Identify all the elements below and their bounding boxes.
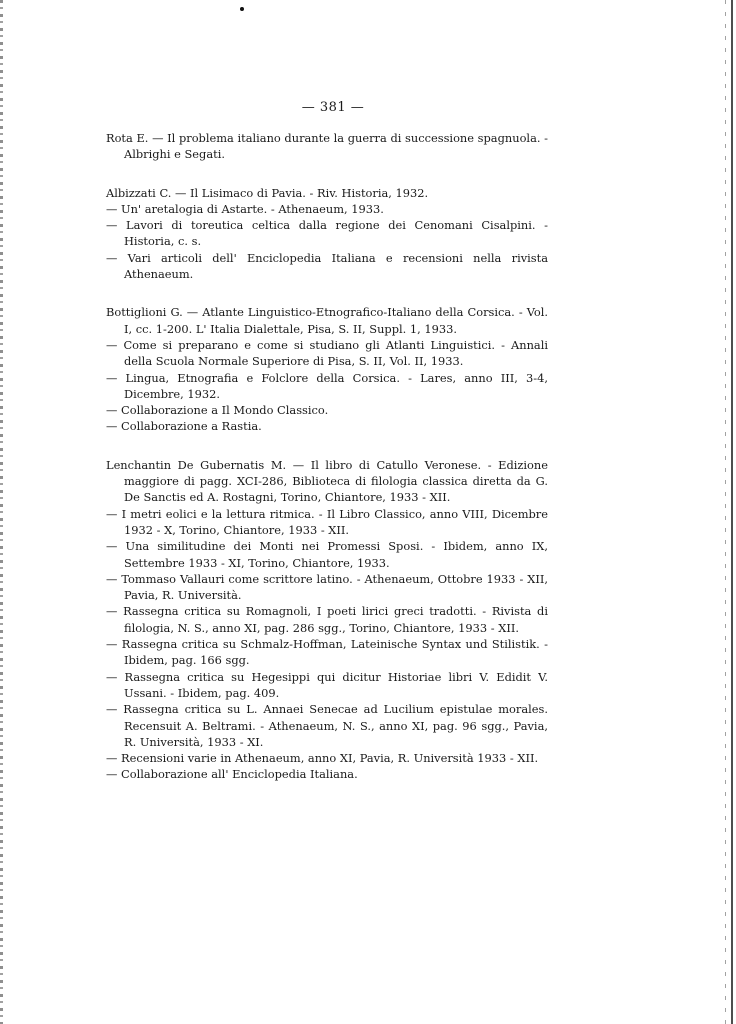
bibliography-entry: — Rassegna critica su Romagnoli, I poeti lirici greci tradotti. - Rivista di filologia, N. S., anno XI, pag. 286 sgg., Torino, Chiantore, 1933 - XII. [106,604,548,635]
bibliography-entry: — Lavori di toreutica celtica dalla regione dei Cenomani Cisalpini. - Historia, c. s. [106,218,548,249]
bibliography-entry: — Un' aretalogia di Astarte. - Athenaeum, 1933. [106,201,384,216]
bibliography-entry: Albizzati C. — Il Lisimaco di Pavia. - Riv. Historia, 1932. [106,185,429,200]
bibliography-entry: — I metri eolici e la lettura ritmica. - Il Libro Classico, anno VIII, Dicembre 1932 - X, Torino, Chiantore, 1933 - XII. [106,506,548,537]
bibliography-entry: — Rassegna critica su L. Annaei Senecae ad Lucilium epistulae morales. Recensuit A. Beltrami. - Athenaeum, N. S., anno XI, pag. 96 sgg., Pavia, R. Università, 1933 - XI. [106,702,548,749]
bibliography-entry: — Collaborazione all' Enciclopedia Italiana. [106,767,358,782]
bibliography-entry: — Vari articoli dell' Enciclopedia Italiana e recensioni nella rivista Athenaeum. [106,250,548,282]
bibliography-entry: Bottiglioni G. — Atlante Linguistico-Etnografico-Italiano della Corsica. - Vol. I, cc. 1-200. L' Italia Dialettale, Pisa, S. II, Suppl. 1, 1933. [106,305,548,336]
bibliography-block-bottiglioni [106,304,548,434]
bibliography-entry: — Una similitudine dei Monti nei Promessi Sposi. - Ibidem, anno IX, Settembre 1933 - XI, Torino, Chiantore, 1933. [106,539,548,570]
bibliography-entry: — Come si preparano e come si studiano gli Atlanti Linguistici. - Annali della Scuola Normale Superiore di Pisa, S. II, Vol. II, 1933. [106,337,548,369]
bibliography-entry: Lenchantin De Gubernatis M. — Il libro di Catullo Veronese. - Edizione maggiore di pagg. XCI-286, Biblioteca di filologia classica diretta da G. De Sanctis ed A. Rostagni, Torino, Chiantore, 1933 - XII. [106,457,548,505]
bibliography-block-lenchantin [106,457,548,783]
bibliography-entry: — Lingua, Etnografia e Folclore della Corsica. - Lares, anno III, 3-4, Dicembre, 1932. [106,370,548,401]
bibliography-block-rota [106,130,548,163]
scan-edge-right-inner [725,0,726,1024]
scan-edge-left [0,0,3,1024]
bibliography-block-albizzati [106,185,548,283]
bibliography-list [106,130,548,783]
scan-edge-right [731,0,733,1024]
page-number: — 381 — [301,100,365,115]
bibliography-entry: — Collaborazione a Il Mondo Classico. [106,403,329,418]
bibliography-entry: — Rassegna critica su Schmalz-Hoffman, Lateinische Syntax und Stilistik. - Ibidem, pag. 166 sgg. [106,637,548,668]
bibliography-entry: — Collaborazione a Rastia. [106,419,262,434]
scan-speck [240,7,244,11]
bibliography-entry: Rota E. — Il problema italiano durante la guerra di successione spagnuola. - Albrighi e Segati. [106,131,548,162]
bibliography-entry: — Recensioni varie in Athenaeum, anno XI, Pavia, R. Università 1933 - XII. [106,751,539,766]
bibliography-entry: — Rassegna critica su Hegesippi qui dicitur Historiae libri V. Edidit V. Ussani. - Ibidem, pag. 409. [106,669,548,700]
bibliography-entry: — Tommaso Vallauri come scrittore latino. - Athenaeum, Ottobre 1933 - XII, Pavia, R. Università. [106,571,548,603]
